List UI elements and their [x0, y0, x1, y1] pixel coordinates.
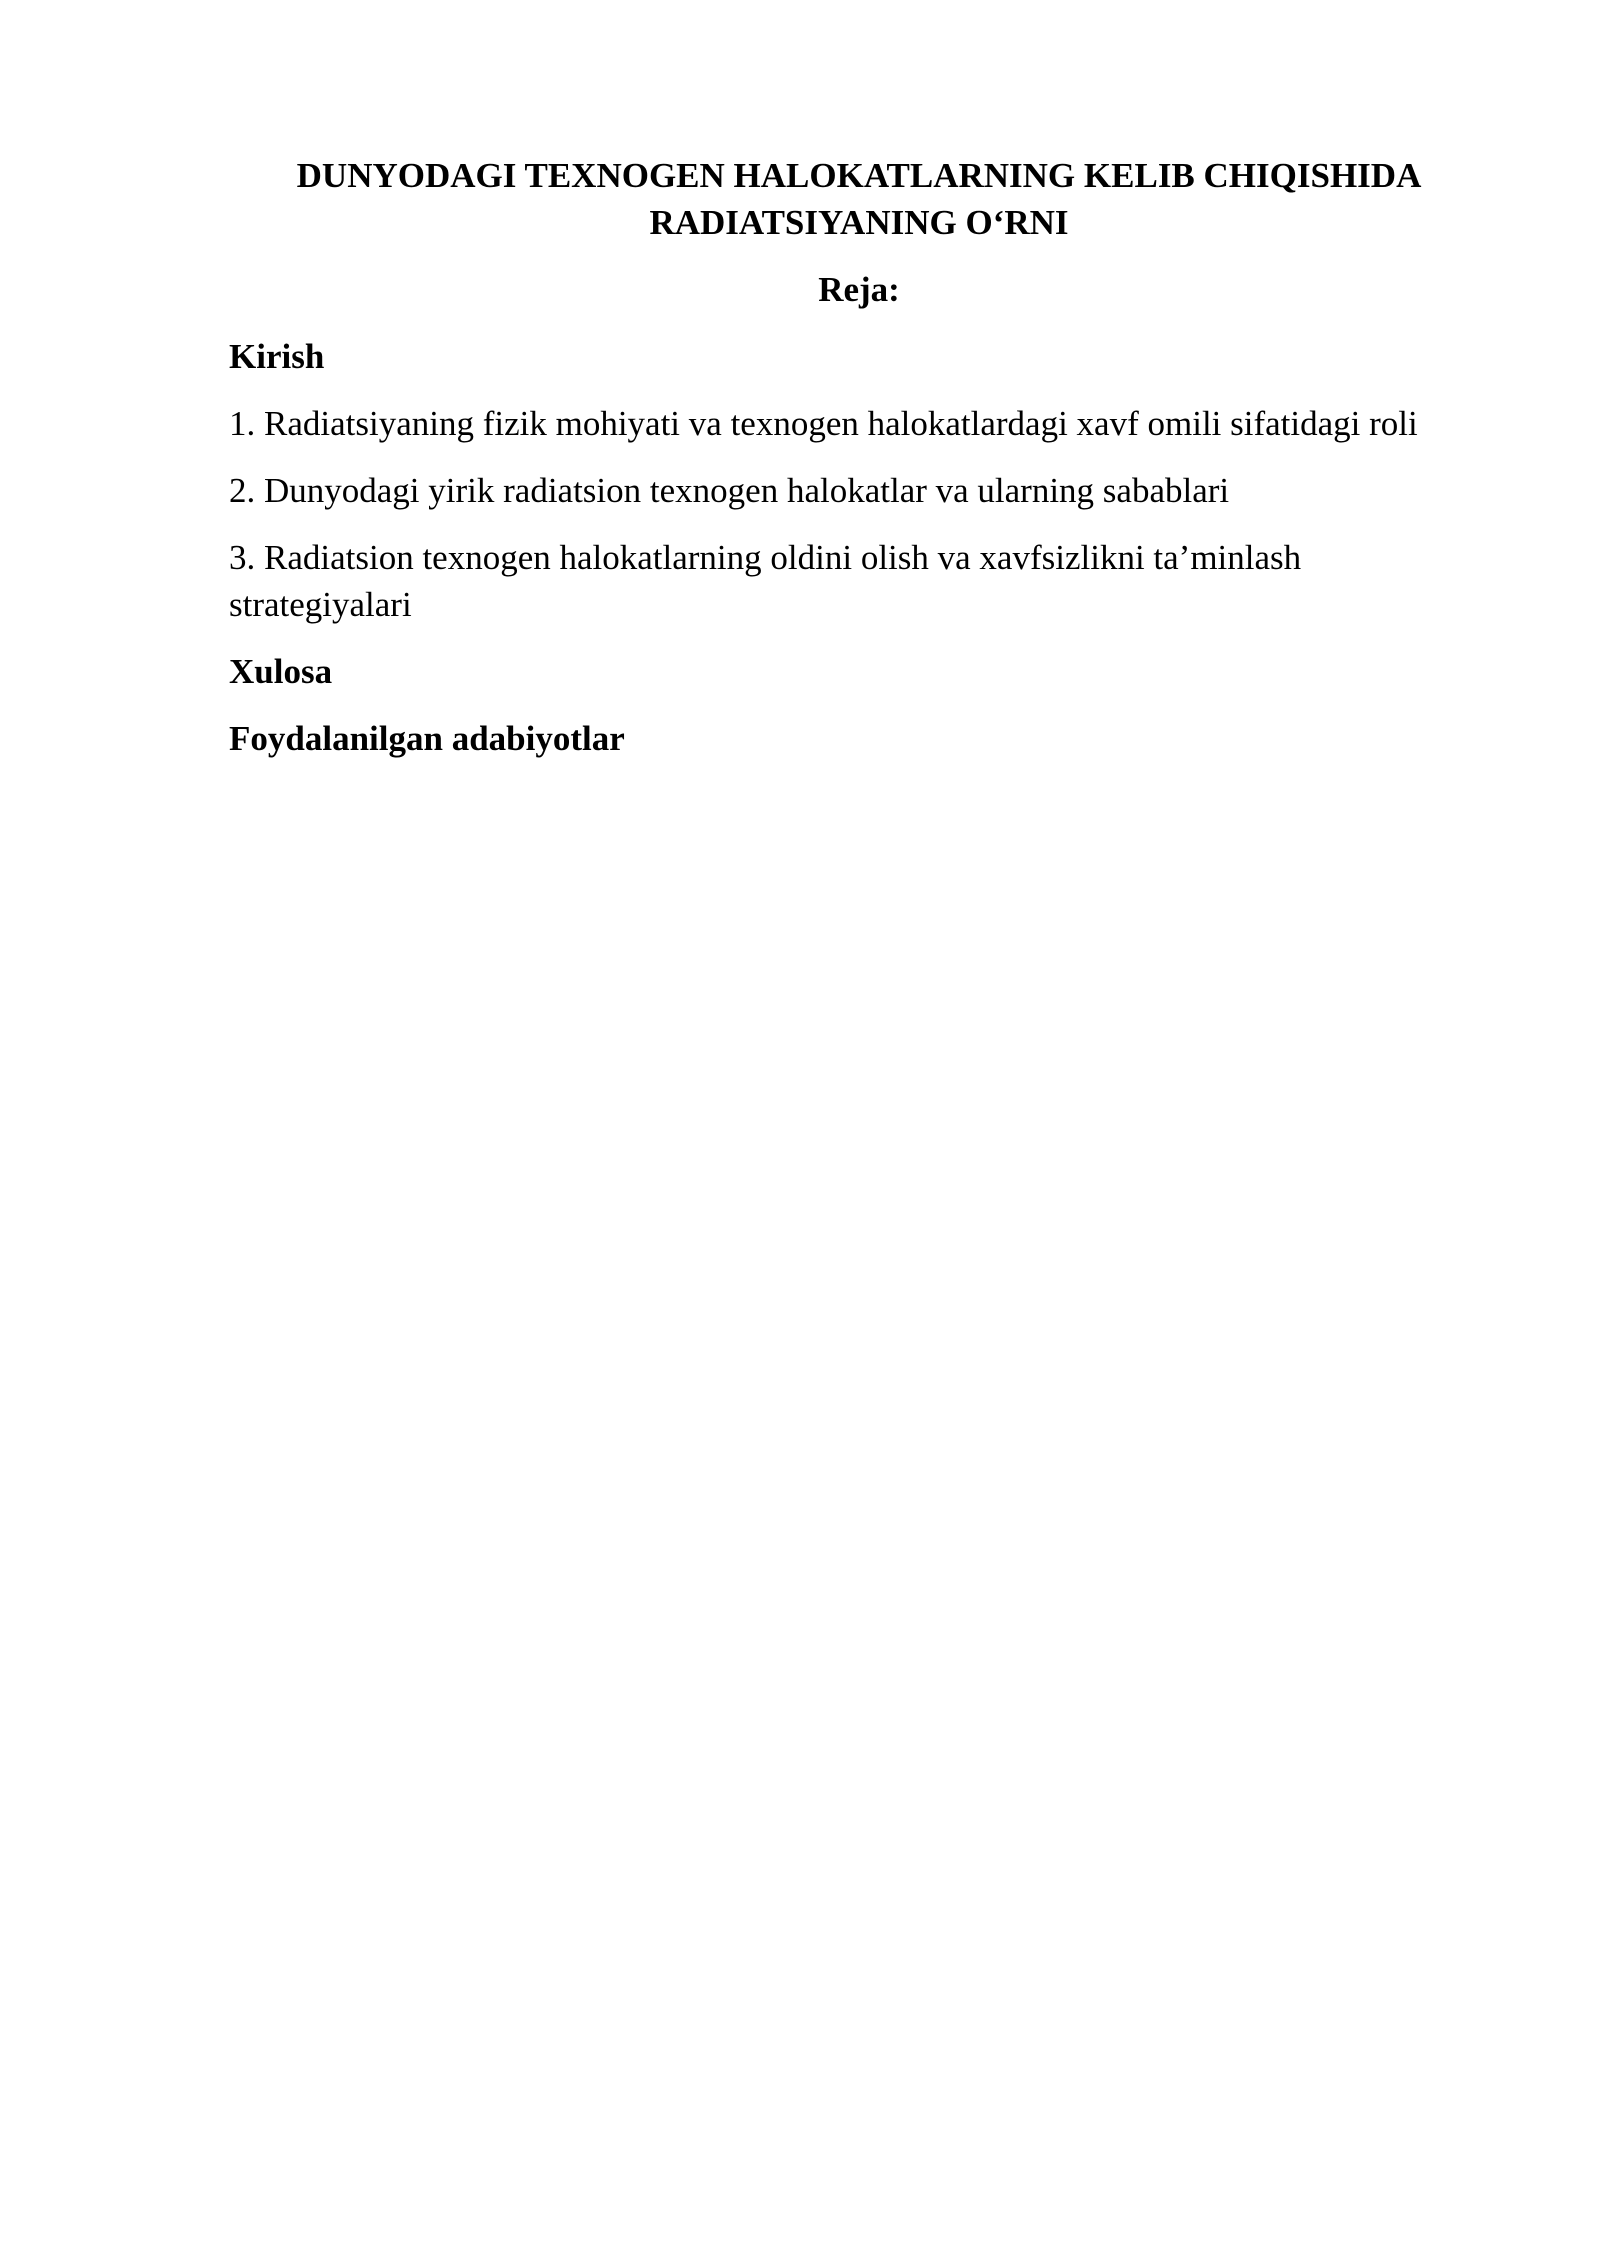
- intro-heading: Kirish: [229, 337, 325, 376]
- title-line-2: RADIATSIYANING O‘RNI: [649, 203, 1069, 242]
- plan-item-3: 3. Radiatsion texnogen halokatlarning oldini olish va xavfsizlikni ta’minlash strategiyalari: [229, 538, 1302, 624]
- plan-item-1: 1. Radiatsiyaning fizik mohiyati va texnogen halokatlardagi xavf omili sifatidagi roli: [229, 404, 1418, 443]
- conclusion-heading: Xulosa: [229, 652, 333, 691]
- references-heading: Foydalanilgan adabiyotlar: [229, 719, 625, 758]
- plan-heading: Reja:: [818, 270, 900, 309]
- plan-item-2: 2. Dunyodagi yirik radiatsion texnogen halokatlar va ularning sabablari: [229, 471, 1230, 510]
- document-content: [229, 152, 1489, 762]
- plan-list: [229, 400, 1489, 628]
- title-line-1: DUNYODAGI TEXNOGEN HALOKATLARNING KELIB CHIQISHIDA: [296, 156, 1422, 195]
- document-title: [229, 152, 1489, 246]
